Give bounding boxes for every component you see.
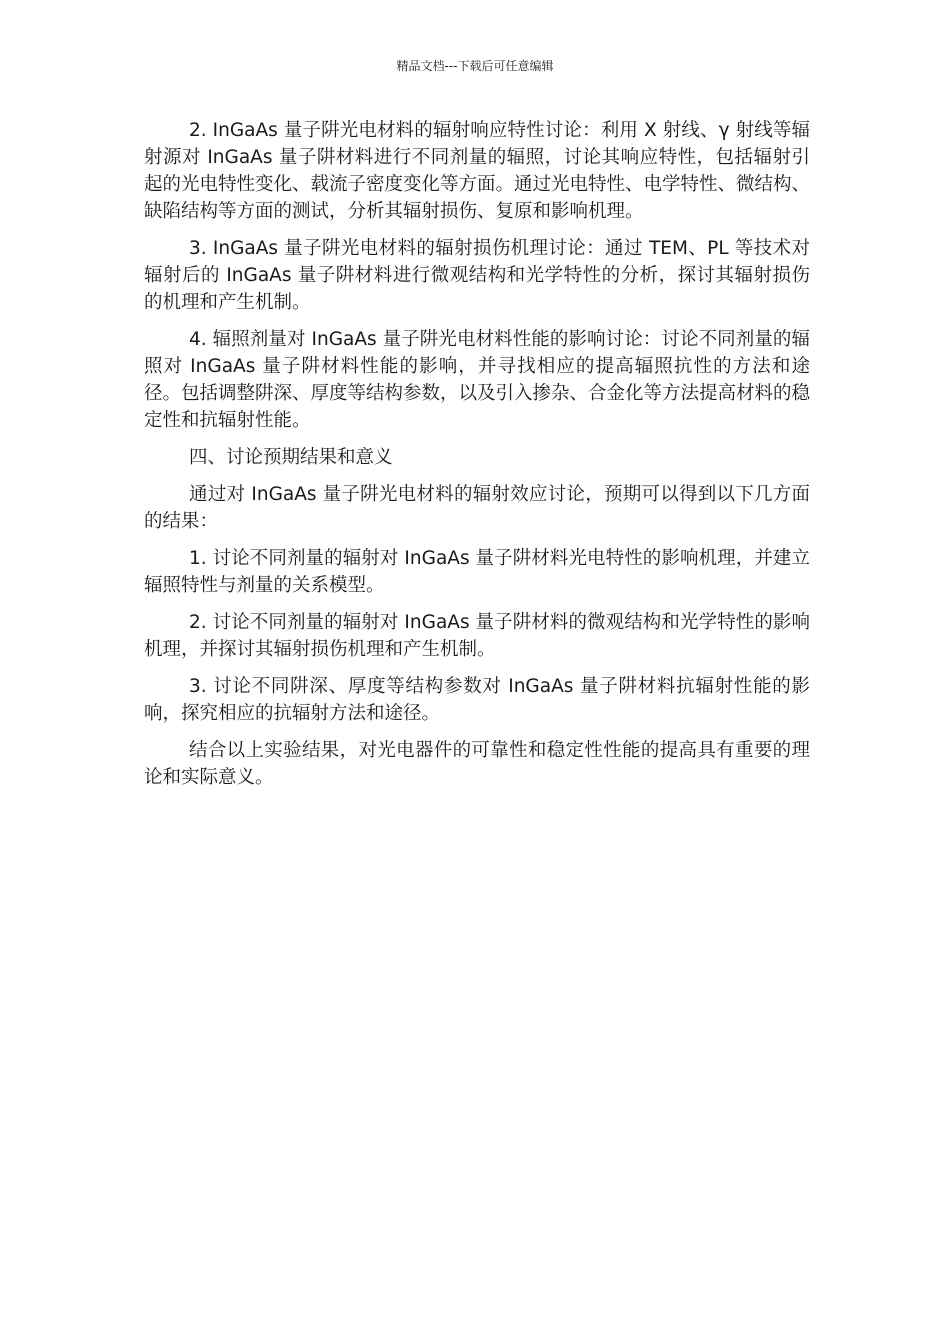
paragraph-conclusion: 结合以上实验结果，对光电器件的可靠性和稳定性性能的提高具有重要的理论和实际意义。 [144,740,810,788]
section-heading-expected-results: 四、讨论预期结果和意义 [189,447,393,468]
page-header: 精品文档---下载后可任意编辑 [396,59,554,73]
paragraph-results-intro: 通过对 InGaAs 量子阱光电材料的辐射效应讨论，预期可以得到以下几方面的结果： [144,484,810,532]
paragraph-radiation-response: 2. InGaAs 量子阱光电材料的辐射响应特性讨论：利用 X 射线、γ 射线等辐射源对 InGaAs 量子阱材料进行不同剂量的辐照，讨论其响应特性，包括辐射引起的光电特性变化、载流子密度变化等方面。通过光电特性、电学特性、微结构、缺陷结构等方面的测试，分析其辐射损伤、复原和影响机理。 [144,120,811,222]
paragraph-result-1: 1. 讨论不同剂量的辐射对 InGaAs 量子阱材料光电特性的影响机理，并建立辐照特性与剂量的关系模型。 [144,548,810,596]
paragraph-dose-effect: 4. 辐照剂量对 InGaAs 量子阱光电材料性能的影响讨论：讨论不同剂量的辐照对 InGaAs 量子阱材料性能的影响，并寻找相应的提高辐照抗性的方法和途径。包括调整阱深、厚度等结构参数，以及引入掺杂、合金化等方法提高材料的稳定性和抗辐射性能。 [144,329,811,431]
paragraph-result-2: 2. 讨论不同剂量的辐射对 InGaAs 量子阱材料的微观结构和光学特性的影响机理，并探讨其辐射损伤机理和产生机制。 [144,612,810,660]
paragraph-damage-mechanism: 3. InGaAs 量子阱光电材料的辐射损伤机理讨论：通过 TEM、PL 等技术对辐射后的 InGaAs 量子阱材料进行微观结构和光学特性的分析，探讨其辐射损伤的机理和产生机制。 [144,238,810,313]
paragraph-result-3: 3. 讨论不同阱深、厚度等结构参数对 InGaAs 量子阱材料抗辐射性能的影响，探究相应的抗辐射方法和途径。 [144,676,810,724]
document-body [144,117,810,801]
